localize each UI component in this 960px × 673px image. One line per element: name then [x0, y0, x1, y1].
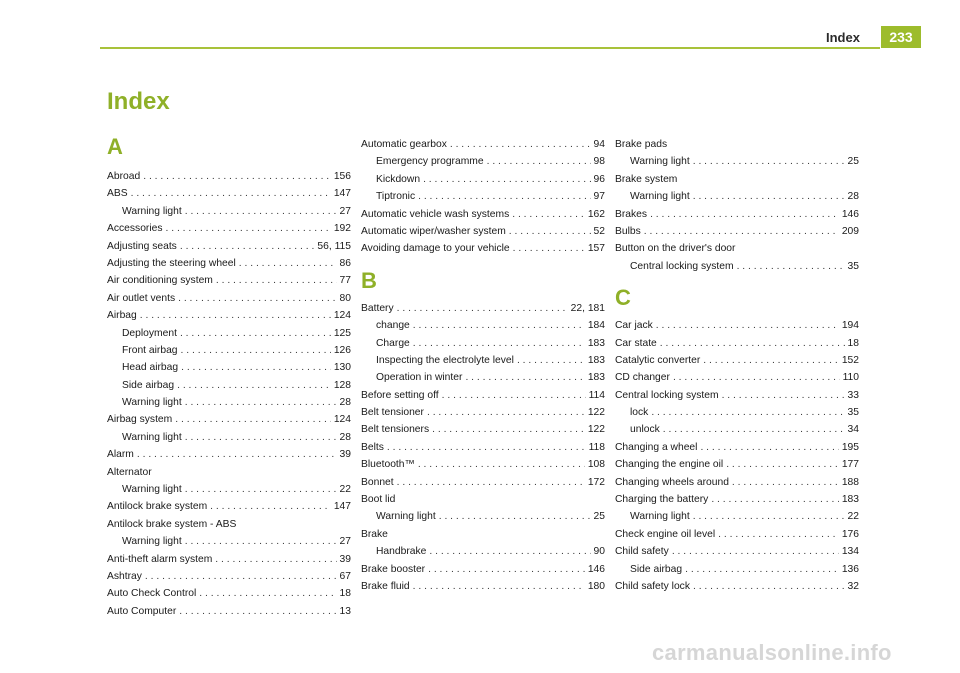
- entry-label: Automatic wiper/washer system: [361, 225, 506, 237]
- dot-leader: [693, 578, 845, 595]
- dot-leader: [185, 203, 337, 220]
- dot-leader: [131, 185, 331, 202]
- entry-label: Automatic gearbox: [361, 139, 447, 150]
- dot-leader: [685, 561, 839, 578]
- entry-label: Warning light: [122, 484, 182, 496]
- index-entry: [361, 206, 605, 223]
- index-entry: [615, 223, 859, 240]
- section-letter-a: A: [107, 134, 123, 159]
- dot-leader: [179, 603, 336, 620]
- entry-label: Tiptronic: [376, 191, 416, 203]
- index-subentry: [615, 421, 859, 438]
- index-subentry: [361, 317, 605, 334]
- entry-page-number: 157: [587, 243, 605, 255]
- index-entry: [615, 491, 859, 508]
- entry-page-number: 124: [333, 310, 351, 322]
- index-heading: [361, 526, 605, 543]
- entry-label: Before setting off: [361, 389, 439, 401]
- index-heading: [107, 464, 351, 481]
- entry-page-number: 130: [333, 362, 351, 374]
- running-header-title: Index: [826, 30, 860, 45]
- entry-label: Alternator: [107, 466, 152, 478]
- dot-leader: [418, 456, 585, 473]
- entry-label: Changing the engine oil: [615, 459, 724, 471]
- index-subentry: [361, 352, 605, 369]
- index-column-3: [615, 136, 859, 595]
- dot-leader: [711, 491, 839, 508]
- dot-leader: [423, 171, 590, 188]
- entry-label: Brake system: [615, 173, 678, 185]
- entry-label: ABS: [107, 188, 128, 200]
- entry-page-number: 98: [593, 156, 605, 168]
- dot-leader: [239, 255, 337, 272]
- entry-page-number: 128: [333, 379, 351, 391]
- entry-page-number: 183: [841, 494, 859, 506]
- entry-page-number: 180: [587, 580, 605, 592]
- index-entry: [107, 411, 351, 428]
- entry-page-number: 18: [339, 588, 351, 600]
- entry-page-number: 35: [847, 407, 859, 419]
- entry-page-number: 156: [333, 171, 351, 182]
- entry-label: Alarm: [107, 449, 134, 461]
- dot-leader: [726, 456, 839, 473]
- dot-leader: [656, 317, 839, 334]
- dot-leader: [181, 359, 331, 376]
- entry-page-number: 22, 181: [570, 302, 605, 314]
- dot-leader: [185, 481, 337, 498]
- entry-page-number: 28: [339, 431, 351, 443]
- dot-leader: [397, 300, 568, 317]
- index-entry: [107, 255, 351, 272]
- index-entry: [361, 136, 605, 153]
- entry-page-number: 94: [593, 139, 605, 150]
- index-entry: [107, 568, 351, 585]
- entry-label: Adjusting the steering wheel: [107, 257, 236, 269]
- index-subentry: [361, 188, 605, 205]
- entry-page-number: 90: [593, 546, 605, 558]
- entry-label: Brake: [361, 528, 388, 540]
- entry-page-number: 28: [339, 397, 351, 409]
- dot-leader: [413, 335, 585, 352]
- entry-list: [615, 136, 859, 275]
- entry-label: Airbag system: [107, 414, 173, 426]
- entry-page-number: 147: [333, 501, 351, 513]
- index-heading: [615, 171, 859, 188]
- entry-page-number: 97: [593, 191, 605, 203]
- entry-page-number: 192: [333, 223, 351, 235]
- header-rule: [100, 47, 880, 49]
- entry-label: Central locking system: [615, 389, 719, 401]
- entry-page-number: 172: [587, 476, 605, 488]
- dot-leader: [442, 387, 586, 404]
- entry-label: Emergency programme: [376, 156, 484, 168]
- index-entry: [107, 168, 351, 185]
- entry-page-number: 152: [841, 354, 859, 366]
- entry-label: unlock: [630, 424, 660, 436]
- index-entry: [615, 474, 859, 491]
- dot-leader: [465, 369, 584, 386]
- entry-label: Warning light: [376, 511, 436, 523]
- page-title: Index: [107, 88, 170, 115]
- entry-label: Side airbag: [122, 379, 175, 391]
- entry-label: Ashtray: [107, 570, 142, 582]
- index-subentry: [107, 394, 351, 411]
- index-heading: [107, 516, 351, 533]
- index-subentry: [107, 203, 351, 220]
- entry-label: Inspecting the electrolyte level: [376, 354, 514, 366]
- entry-page-number: 188: [841, 476, 859, 488]
- entry-label: lock: [630, 407, 649, 419]
- index-heading: [361, 491, 605, 508]
- index-entry: [361, 300, 605, 317]
- entry-page-number: 118: [588, 441, 605, 453]
- dot-leader: [703, 352, 839, 369]
- entry-page-number: 183: [587, 354, 605, 366]
- dot-leader: [140, 307, 331, 324]
- index-entry: [107, 551, 351, 568]
- index-entry: [615, 543, 859, 560]
- entry-page-number: 96: [593, 173, 605, 185]
- entry-label: Avoiding damage to your vehicle: [361, 243, 510, 255]
- entry-label: Accessories: [107, 223, 163, 235]
- entry-page-number: 27: [339, 536, 351, 548]
- index-subentry: [615, 153, 859, 170]
- entry-page-number: 22: [339, 484, 351, 496]
- dot-leader: [387, 439, 586, 456]
- entry-page-number: 136: [841, 563, 859, 575]
- entry-label: Brakes: [615, 208, 648, 220]
- dot-leader: [166, 220, 331, 237]
- dot-leader: [185, 533, 337, 550]
- dot-leader: [450, 136, 591, 153]
- entry-label: Car state: [615, 337, 657, 349]
- dot-leader: [439, 508, 591, 525]
- index-entry: [361, 223, 605, 240]
- entry-page-number: 184: [587, 320, 605, 332]
- watermark-text: carmanualsonline.info: [652, 640, 892, 665]
- entry-label: Air conditioning system: [107, 275, 213, 287]
- index-entry: [107, 498, 351, 515]
- dot-leader: [199, 585, 336, 602]
- entry-page-number: 122: [587, 424, 605, 436]
- index-entry: [107, 585, 351, 602]
- entry-label: Child safety lock: [615, 580, 690, 592]
- index-entry: [107, 272, 351, 289]
- index-entry: [615, 456, 859, 473]
- entry-page-number: 34: [847, 424, 859, 436]
- dot-leader: [185, 429, 337, 446]
- page-number-tab: 233: [881, 26, 921, 48]
- index-subentry: [107, 359, 351, 376]
- entry-label: Catalytic converter: [615, 354, 701, 366]
- dot-leader: [663, 421, 845, 438]
- dot-leader: [644, 223, 839, 240]
- entry-page-number: 177: [841, 459, 859, 471]
- entry-label: Button on the driver's door: [615, 243, 736, 255]
- entry-page-number: 32: [847, 580, 859, 592]
- index-subentry: [615, 508, 859, 525]
- dot-leader: [137, 446, 337, 463]
- entry-page-number: 67: [339, 570, 351, 582]
- index-entry: [615, 369, 859, 386]
- index-subentry: [107, 481, 351, 498]
- entry-label: Handbrake: [376, 546, 427, 558]
- index-entry: [361, 387, 605, 404]
- dot-leader: [732, 474, 839, 491]
- entry-page-number: 52: [593, 225, 605, 237]
- index-subentry: [615, 258, 859, 275]
- entry-label: Warning light: [630, 511, 690, 523]
- entry-label: Car jack: [615, 320, 653, 332]
- entry-label: Head airbag: [122, 362, 179, 374]
- dot-leader: [722, 387, 845, 404]
- dot-leader: [180, 325, 331, 342]
- entry-label: Battery: [361, 302, 394, 314]
- dot-leader: [513, 240, 585, 257]
- dot-leader: [693, 508, 845, 525]
- index-subentry: [615, 188, 859, 205]
- entry-page-number: 147: [333, 188, 351, 200]
- entry-label: Belt tensioner: [361, 407, 424, 419]
- entry-label: Brake fluid: [361, 580, 410, 592]
- entry-page-number: 209: [841, 225, 859, 237]
- dot-leader: [718, 526, 839, 543]
- entry-page-number: 146: [587, 563, 605, 575]
- entry-label: Antilock brake system: [107, 501, 208, 513]
- entry-page-number: 13: [339, 605, 351, 617]
- entry-page-number: 162: [587, 208, 605, 220]
- index-subentry: [361, 171, 605, 188]
- index-subentry: [107, 429, 351, 446]
- entry-label: Bulbs: [615, 225, 641, 237]
- index-entry: [615, 439, 859, 456]
- entry-label: Belts: [361, 441, 384, 453]
- entry-label: Automatic vehicle wash systems: [361, 208, 510, 220]
- index-entry: [107, 307, 351, 324]
- entry-page-number: 176: [841, 528, 859, 540]
- entry-label: Child safety: [615, 546, 669, 558]
- entry-label: Charging the battery: [615, 494, 709, 506]
- dot-leader: [145, 568, 337, 585]
- index-column-1: [107, 130, 351, 620]
- entry-label: Warning light: [122, 431, 182, 443]
- index-subentry: [361, 543, 605, 560]
- dot-leader: [512, 206, 585, 223]
- index-entry: [361, 578, 605, 595]
- entry-label: Deployment: [122, 327, 177, 339]
- entry-label: Bonnet: [361, 476, 394, 488]
- entry-list: [615, 317, 859, 595]
- index-entry: [107, 446, 351, 463]
- index-entry: [615, 387, 859, 404]
- entry-label: Operation in winter: [376, 372, 463, 384]
- dot-leader: [487, 153, 591, 170]
- index-entry: [361, 439, 605, 456]
- entry-label: Warning light: [122, 205, 182, 217]
- dot-leader: [185, 394, 337, 411]
- entry-label: Warning light: [122, 536, 182, 548]
- index-subentry: [615, 561, 859, 578]
- entry-page-number: 39: [339, 553, 351, 565]
- index-entry: [615, 578, 859, 595]
- entry-page-number: 27: [339, 205, 351, 217]
- dot-leader: [650, 206, 839, 223]
- entry-label: Airbag: [107, 310, 137, 322]
- entry-page-number: 25: [593, 511, 605, 523]
- entry-page-number: 18: [847, 337, 859, 349]
- index-subentry: [361, 153, 605, 170]
- entry-label: Adjusting seats: [107, 240, 177, 252]
- dot-leader: [672, 543, 839, 560]
- entry-page-number: 86: [339, 257, 351, 269]
- dot-leader: [143, 168, 331, 185]
- entry-label: Brake pads: [615, 139, 668, 150]
- entry-page-number: 122: [587, 407, 605, 419]
- index-entry: [361, 474, 605, 491]
- entry-label: Changing a wheel: [615, 441, 698, 453]
- entry-page-number: 108: [587, 459, 605, 471]
- entry-label: Brake booster: [361, 563, 426, 575]
- entry-page-number: 77: [339, 275, 351, 287]
- entry-page-number: 195: [841, 441, 859, 453]
- entry-label: Check engine oil level: [615, 528, 716, 540]
- entry-label: Front airbag: [122, 344, 178, 356]
- entry-page-number: 126: [333, 344, 351, 356]
- index-subentry: [615, 404, 859, 421]
- entry-page-number: 134: [841, 546, 859, 558]
- index-entry: [107, 290, 351, 307]
- entry-label: Kickdown: [376, 173, 421, 185]
- index-entry: [361, 561, 605, 578]
- index-subentry: [107, 325, 351, 342]
- index-entry: [615, 335, 859, 352]
- entry-label: change: [376, 320, 410, 332]
- dot-leader: [427, 404, 585, 421]
- entry-list: [107, 168, 351, 620]
- entry-page-number: 125: [333, 327, 351, 339]
- dot-leader: [180, 238, 315, 255]
- index-subentry: [361, 369, 605, 386]
- entry-label: Antilock brake system - ABS: [107, 518, 237, 530]
- entry-page-number: 183: [587, 372, 605, 384]
- index-entry: [615, 352, 859, 369]
- entry-page-number: 56, 115: [317, 240, 351, 252]
- index-entry: [107, 238, 351, 255]
- index-heading: [615, 240, 859, 257]
- entry-page-number: 39: [339, 449, 351, 461]
- entry-label: Abroad: [107, 171, 141, 182]
- dot-leader: [178, 290, 336, 307]
- index-heading: [615, 136, 859, 153]
- entry-label: Warning light: [122, 397, 182, 409]
- dot-leader: [693, 153, 845, 170]
- entry-page-number: 124: [333, 414, 351, 426]
- entry-page-number: 110: [842, 372, 859, 384]
- dot-leader: [429, 543, 590, 560]
- entry-label: Boot lid: [361, 494, 396, 506]
- entry-label: Charge: [376, 337, 410, 349]
- index-entry: [615, 206, 859, 223]
- dot-leader: [215, 551, 336, 568]
- index-subentry: [107, 342, 351, 359]
- dot-leader: [418, 188, 590, 205]
- entry-label: Changing wheels around: [615, 476, 729, 488]
- dot-leader: [210, 498, 331, 515]
- entry-page-number: 22: [847, 511, 859, 523]
- index-subentry: [361, 508, 605, 525]
- entry-list: [361, 136, 605, 258]
- entry-label: Central locking system: [630, 260, 734, 272]
- dot-leader: [693, 188, 845, 205]
- entry-label: Anti-theft alarm system: [107, 553, 213, 565]
- entry-page-number: 146: [841, 208, 859, 220]
- dot-leader: [737, 258, 845, 275]
- dot-leader: [413, 317, 585, 334]
- entry-page-number: 28: [847, 191, 859, 203]
- dot-leader: [651, 404, 844, 421]
- dot-leader: [177, 377, 331, 394]
- index-entry: [107, 220, 351, 237]
- dot-leader: [181, 342, 331, 359]
- index-entry: [361, 421, 605, 438]
- entry-page-number: 183: [587, 337, 605, 349]
- entry-label: Belt tensioners: [361, 424, 430, 436]
- dot-leader: [432, 421, 585, 438]
- dot-leader: [428, 561, 585, 578]
- entry-page-number: 114: [588, 389, 605, 401]
- dot-leader: [397, 474, 585, 491]
- section-letter-b: B: [361, 267, 377, 293]
- section-letter-c: C: [615, 285, 631, 311]
- entry-label: Auto Computer: [107, 605, 177, 617]
- entry-page-number: 33: [847, 389, 859, 401]
- entry-page-number: 35: [847, 260, 859, 272]
- dot-leader: [517, 352, 585, 369]
- dot-leader: [509, 223, 591, 240]
- entry-label: Auto Check Control: [107, 588, 197, 600]
- index-entry: [361, 404, 605, 421]
- entry-label: Warning light: [630, 191, 690, 203]
- entry-list: [361, 300, 605, 596]
- entry-page-number: 194: [841, 320, 859, 332]
- dot-leader: [673, 369, 840, 386]
- index-entry: [107, 603, 351, 620]
- dot-leader: [700, 439, 838, 456]
- index-entry: [615, 526, 859, 543]
- index-entry: [107, 185, 351, 202]
- entry-label: CD changer: [615, 372, 670, 384]
- dot-leader: [413, 578, 585, 595]
- dot-leader: [216, 272, 337, 289]
- entry-page-number: 25: [847, 156, 859, 168]
- dot-leader: [175, 411, 331, 428]
- dot-leader: [660, 335, 845, 352]
- index-subentry: [107, 377, 351, 394]
- index-subentry: [361, 335, 605, 352]
- entry-label: Warning light: [630, 156, 690, 168]
- entry-label: Bluetooth™: [361, 459, 415, 471]
- entry-page-number: 80: [339, 292, 351, 304]
- index-entry: [615, 317, 859, 334]
- entry-label: Side airbag: [630, 563, 683, 575]
- index-entry: [361, 456, 605, 473]
- entry-label: Air outlet vents: [107, 292, 176, 304]
- index-column-2: [361, 136, 605, 595]
- index-subentry: [107, 533, 351, 550]
- index-entry: [361, 240, 605, 257]
